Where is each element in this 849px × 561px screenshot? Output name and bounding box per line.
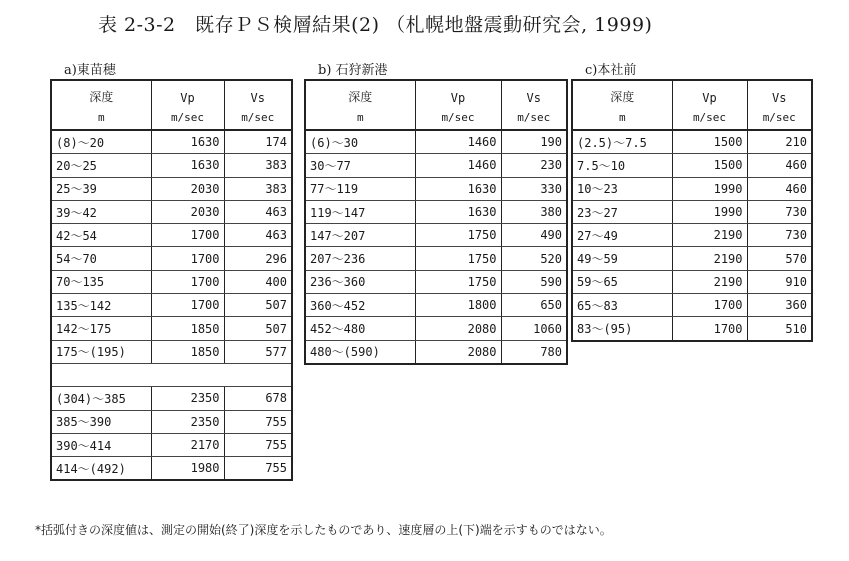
ps-table-higashi-naebo [50,79,293,481]
cell-vp: 1500 [672,130,747,154]
cell-vp: 1500 [672,154,747,177]
cell-vs: 296 [224,247,292,270]
table-row [51,270,292,293]
cell-vs: 507 [224,317,292,340]
table-row [51,247,292,270]
cell-vs: 463 [224,200,292,223]
cell-vs: 577 [224,340,292,363]
cell-vp: 1700 [151,294,224,317]
header-depth-unit: m [51,105,151,130]
cell-vs: 360 [747,294,812,317]
cell-depth: 77～119 [305,177,415,200]
cell-vp: 1630 [415,200,501,223]
cell-vs: 650 [501,294,567,317]
table-row [572,224,812,247]
cell-vp: 1700 [672,294,747,317]
cell-vp: 2080 [415,317,501,340]
header-vp: Vp [151,80,224,105]
cell-depth: 135～142 [51,294,151,317]
cell-vs: 755 [224,410,292,433]
cell-vs: 678 [224,387,292,410]
cell-vp: 1990 [672,200,747,223]
table-row [305,317,567,340]
cell-vp: 2170 [151,433,224,456]
table-row [572,177,812,200]
cell-vp: 2190 [672,270,747,293]
header-vp: Vp [672,80,747,105]
cell-depth: 59～65 [572,270,672,293]
table-row [51,317,292,340]
table-title: 表 2-3-2 既存ＰＳ検層結果(2) （札幌地盤震動研究会, 1999) [98,14,653,36]
cell-depth: 65～83 [572,294,672,317]
cell-vp: 1990 [672,177,747,200]
header-vp-unit: m/sec [151,105,224,130]
header-vs: Vs [224,80,292,105]
header-vs: Vs [501,80,567,105]
table-block-ishikari-shinko [304,62,568,365]
cell-vp: 1460 [415,130,501,154]
table-row [305,200,567,223]
cell-depth: 119～147 [305,200,415,223]
cell-vp: 1750 [415,247,501,270]
cell-depth: 54～70 [51,247,151,270]
ps-table-ishikari-shinko [304,79,568,365]
cell-depth: 7.5～10 [572,154,672,177]
cell-vp: 1850 [151,317,224,340]
cell-vp: 2350 [151,410,224,433]
cell-vp: 1850 [151,340,224,363]
header-vs-unit: m/sec [747,105,812,130]
table-label-ishikari-shinko: b) 石狩新港 [318,63,388,78]
header-vs: Vs [747,80,812,105]
header-depth-unit: m [305,105,415,130]
cell-vs: 463 [224,224,292,247]
cell-vs: 730 [747,224,812,247]
table-row [305,270,567,293]
cell-vp: 1750 [415,224,501,247]
header-vp-unit: m/sec [415,105,501,130]
blank-cell [51,363,292,386]
table-row [572,270,812,293]
table-row [51,224,292,247]
cell-vs: 510 [747,317,812,341]
table-row [51,410,292,433]
cell-depth: (2.5)～7.5 [572,130,672,154]
cell-vs: 507 [224,294,292,317]
cell-depth: 142～175 [51,317,151,340]
cell-vp: 1700 [151,224,224,247]
table-row [305,177,567,200]
cell-vs: 520 [501,247,567,270]
cell-vp: 2030 [151,200,224,223]
cell-depth: 83～(95) [572,317,672,341]
cell-vs: 383 [224,154,292,177]
table-label-honsha-mae: c)本社前 [585,63,637,78]
cell-vs: 174 [224,130,292,154]
cell-depth: 70～135 [51,270,151,293]
cell-vs: 400 [224,270,292,293]
cell-depth: 452～480 [305,317,415,340]
table-row [51,433,292,456]
cell-depth: 236～360 [305,270,415,293]
table-row [305,340,567,364]
table-row [305,294,567,317]
cell-vp: 1700 [151,270,224,293]
ps-table-honsha-mae [571,79,813,342]
table-label-higashi-naebo: a)東苗穂 [64,63,116,78]
cell-vs: 380 [501,200,567,223]
table-row [51,130,292,154]
cell-vp: 1800 [415,294,501,317]
cell-vs: 460 [747,177,812,200]
table-row [51,200,292,223]
table-row [51,340,292,363]
table-row [572,317,812,341]
cell-depth: (8)～20 [51,130,151,154]
header-vp: Vp [415,80,501,105]
cell-depth: (304)～385 [51,387,151,410]
cell-vp: 2190 [672,247,747,270]
cell-vp: 2350 [151,387,224,410]
table-row-blank [51,363,292,386]
table-row [51,154,292,177]
cell-depth: 480～(590) [305,340,415,364]
cell-vs: 730 [747,200,812,223]
table-row [51,387,292,410]
header-depth: 深度 [572,80,672,105]
cell-depth: 23～27 [572,200,672,223]
header-depth-unit: m [572,105,672,130]
table-row [572,154,812,177]
cell-vs: 590 [501,270,567,293]
table-row [305,154,567,177]
cell-vs: 190 [501,130,567,154]
cell-vp: 1630 [151,154,224,177]
cell-vp: 1700 [672,317,747,341]
table-row [572,247,812,270]
cell-depth: 390～414 [51,433,151,456]
table-row [572,200,812,223]
cell-vs: 330 [501,177,567,200]
table-block-honsha-mae [571,62,813,342]
cell-vp: 1980 [151,457,224,481]
table-row [51,177,292,200]
cell-depth: 30～77 [305,154,415,177]
cell-depth: 207～236 [305,247,415,270]
cell-depth: 27～49 [572,224,672,247]
footnote: *括弧付きの深度値は、測定の開始(終了)深度を示したものであり、速度層の上(下)端を示すものではない。 [35,523,612,537]
table-row [51,294,292,317]
cell-vs: 755 [224,457,292,481]
header-vs-unit: m/sec [501,105,567,130]
cell-vs: 460 [747,154,812,177]
cell-vs: 1060 [501,317,567,340]
cell-vs: 910 [747,270,812,293]
cell-vs: 755 [224,433,292,456]
cell-depth: 414～(492) [51,457,151,481]
cell-vp: 1460 [415,154,501,177]
cell-depth: 39～42 [51,200,151,223]
cell-vs: 570 [747,247,812,270]
cell-depth: 20～25 [51,154,151,177]
table-row [572,130,812,154]
cell-depth: 147～207 [305,224,415,247]
cell-depth: 385～390 [51,410,151,433]
table-row [305,247,567,270]
cell-vp: 2080 [415,340,501,364]
cell-vs: 230 [501,154,567,177]
table-row [305,224,567,247]
cell-vp: 1750 [415,270,501,293]
table-row [305,130,567,154]
cell-depth: 175～(195) [51,340,151,363]
cell-depth: 42～54 [51,224,151,247]
cell-depth: 49～59 [572,247,672,270]
cell-vs: 383 [224,177,292,200]
header-vp-unit: m/sec [672,105,747,130]
header-depth: 深度 [305,80,415,105]
header-depth: 深度 [51,80,151,105]
cell-depth: 25～39 [51,177,151,200]
cell-vp: 1630 [151,130,224,154]
cell-depth: (6)～30 [305,130,415,154]
cell-vp: 1630 [415,177,501,200]
table-block-higashi-naebo [50,62,293,481]
cell-depth: 10～23 [572,177,672,200]
cell-vs: 490 [501,224,567,247]
table-row [51,457,292,481]
table-row [572,294,812,317]
cell-vp: 2190 [672,224,747,247]
cell-vp: 2030 [151,177,224,200]
header-vs-unit: m/sec [224,105,292,130]
cell-vs: 780 [501,340,567,364]
cell-vp: 1700 [151,247,224,270]
cell-depth: 360～452 [305,294,415,317]
cell-vs: 210 [747,130,812,154]
